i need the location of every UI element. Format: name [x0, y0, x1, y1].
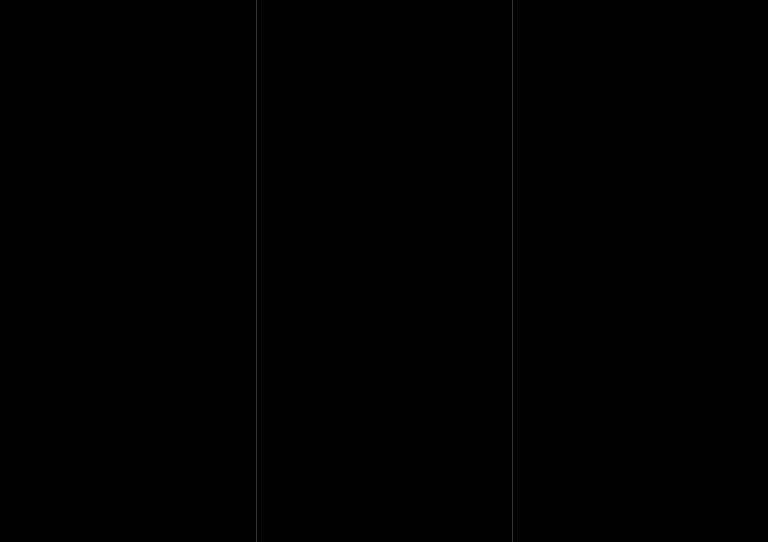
appetizers-crepe-column	[512, 0, 768, 542]
crepe-drinks-column	[256, 0, 512, 542]
column-divider	[256, 0, 257, 542]
column-divider	[512, 0, 513, 542]
juice-column	[0, 0, 256, 542]
